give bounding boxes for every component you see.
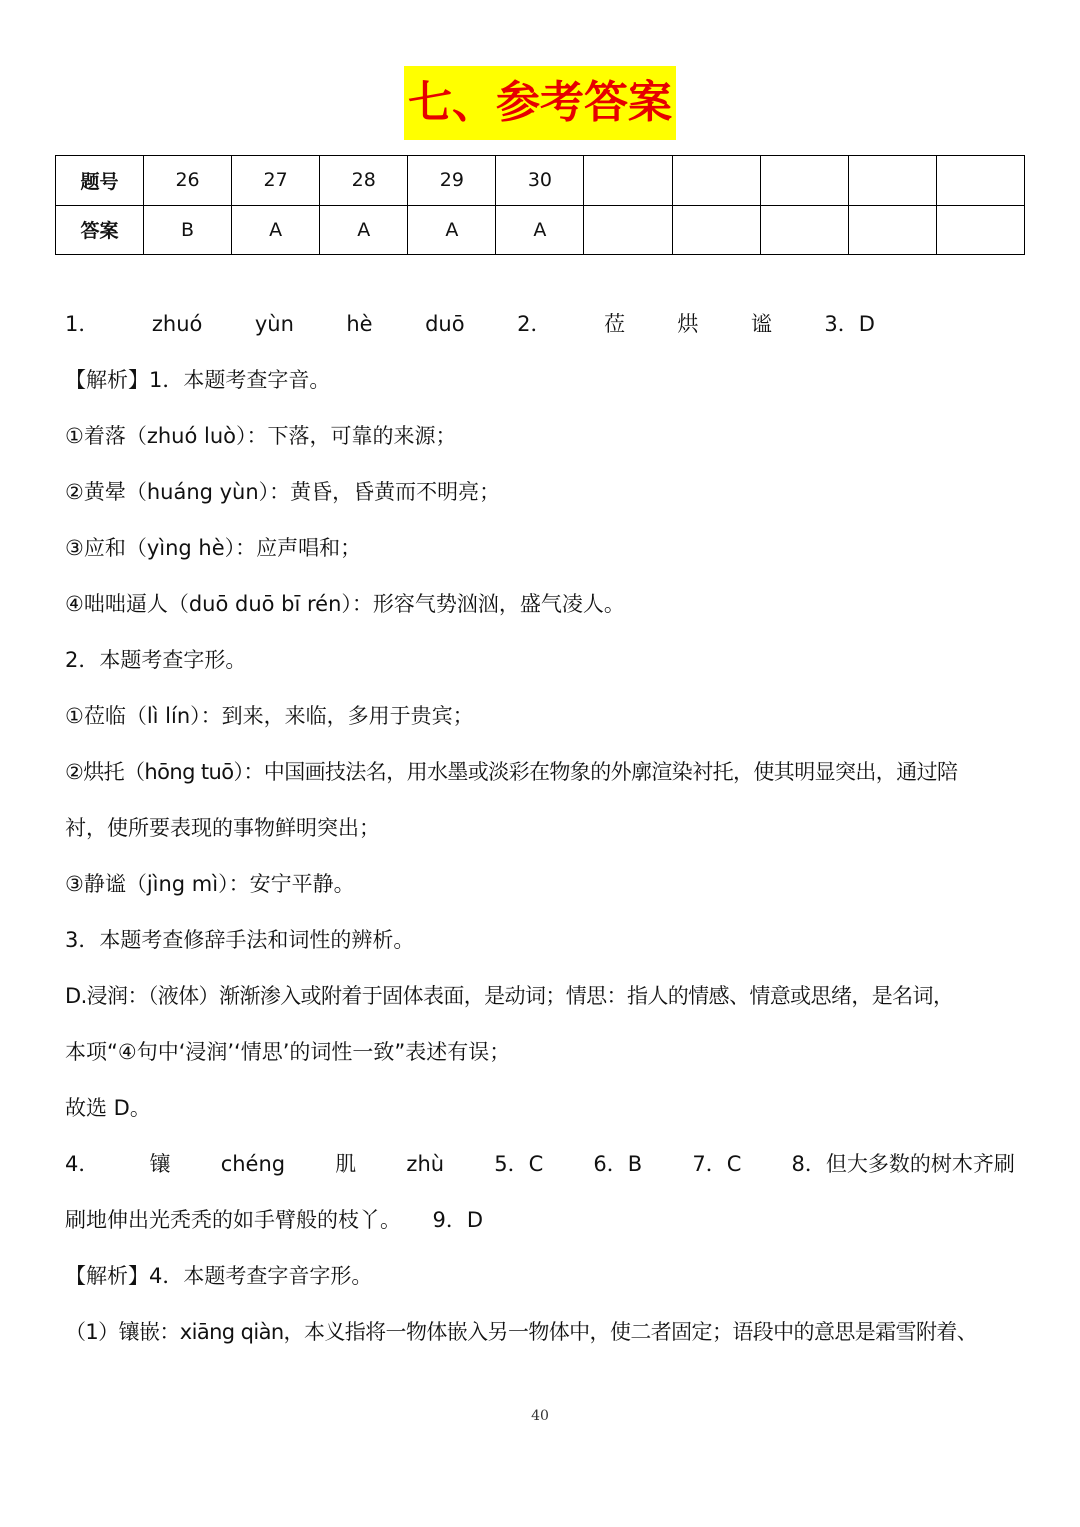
answer-content [65,296,1020,1360]
table-header-answer: 答案 [56,205,144,255]
answer-token: 谧 [750,312,772,336]
table-cell: A [232,205,320,255]
answers-line-1 [65,296,875,352]
text-line: 本项“④句中‘浸润’‘情思’的词性一致”表述有误； [65,1040,511,1064]
text-line: 故选 D。 [65,1096,151,1120]
text-line: 【解析】1．本题考查字音。 [65,368,331,392]
answer-token: 莅 [603,312,625,336]
text-line: 3．本题考查修辞手法和词性的辨析。 [65,928,415,952]
table-cell: 28 [320,156,408,206]
table-cell [760,156,848,206]
text-line: ④咄咄逼人（duō duō bī rén）：形容气势汹汹，盛气凌人。 [65,592,625,616]
answer-token: duō [425,312,465,336]
answer-token: zhù [406,1152,445,1176]
table-cell: A [408,205,496,255]
table-cell [672,205,760,255]
page-title: 七、参考答案 [404,66,676,140]
table-cell: 29 [408,156,496,206]
text-line: ②黄晕（huáng yùn）：黄昏，昏黄而不明亮； [65,480,501,504]
table-header-number: 题号 [56,156,144,206]
answer-token: 7．C [692,1152,742,1176]
answer-token: chéng [220,1152,286,1176]
title-wrap [0,66,1080,140]
text-line: D.浸润：（液体）渐渐渗入或附着于固体表面，是动词；情思：指人的情感、情意或思绪，是名词， [65,984,954,1008]
text-line: ①着落（zhuó luò）：下落，可靠的来源； [65,424,457,448]
answer-token: 2． [517,312,552,336]
answer-token: 4． [65,1152,100,1176]
table-cell [848,205,936,255]
table-cell [848,156,936,206]
text-line: ①莅临（lì lín）：到来，来临，多用于贵宾； [65,704,474,728]
answer-token: yùn [254,312,294,336]
answer-table [55,155,1025,255]
answer-token: 3．D [824,312,875,336]
table-row-answers [56,205,1025,255]
answer-token: 8．但大多数的树木齐刷 [791,1152,1015,1176]
answer-token: 镶 [149,1152,171,1176]
text-line: ②烘托（hōng tuō）：中国画技法名，用水墨或淡彩在物象的外廓渲染衬托，使其明显突出，通过陪 [65,760,958,784]
table-cell: 30 [496,156,584,206]
table-row-numbers [56,156,1025,206]
table-cell [672,156,760,206]
table-cell [584,205,672,255]
text-line: 刷地伸出光秃秃的如手臂般的枝丫。 9．D [65,1208,484,1232]
table-cell: 27 [232,156,320,206]
table-cell: B [144,205,232,255]
table-cell: A [496,205,584,255]
answer-token: zhuó [151,312,203,336]
text-line: ③应和（yìng hè）：应声唱和； [65,536,362,560]
answer-token: 6．B [593,1152,643,1176]
table-cell: 26 [144,156,232,206]
answer-token: hè [346,312,373,336]
page-number: 40 [531,1408,549,1424]
text-line: 【解析】4．本题考查字音字形。 [65,1264,373,1288]
table-cell [584,156,672,206]
table-cell [760,205,848,255]
answer-token: 1． [65,312,100,336]
text-line: （1）镶嵌：xiāng qiàn，本义指将一物体嵌入另一物体中，使二者固定；语段中的意思是霜雪附着、 [65,1320,978,1344]
text-line: ③静谧（jìng mì）：安宁平静。 [65,872,355,896]
table-cell [936,205,1024,255]
answer-token: 5．C [494,1152,544,1176]
answers-line-2 [65,1136,1015,1192]
table-cell: A [320,205,408,255]
text-line: 2．本题考查字形。 [65,648,247,672]
table-cell [936,156,1024,206]
answer-token: 烘 [677,312,699,336]
answer-token: 肌 [335,1152,357,1176]
text-line: 衬，使所要表现的事物鲜明突出； [65,816,380,840]
